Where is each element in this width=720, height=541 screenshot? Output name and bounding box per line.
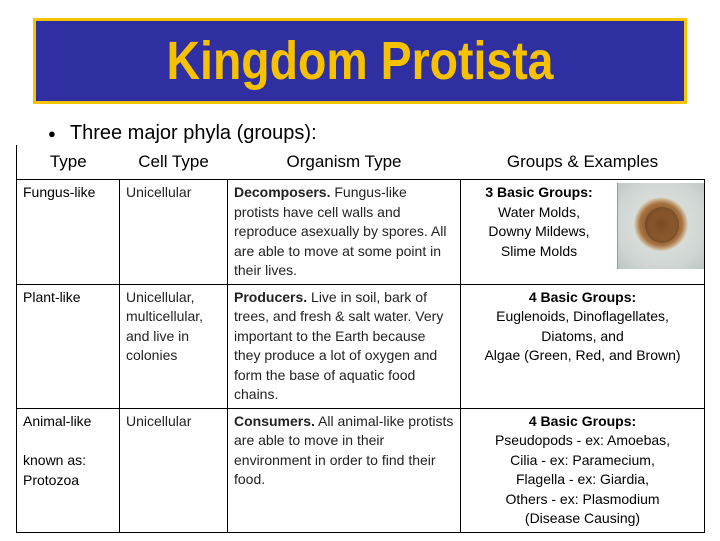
groups-cell (461, 284, 705, 408)
groups-text (465, 183, 613, 269)
groups-title: 4 Basic Groups: (528, 412, 637, 429)
cell-type-cell: Unicellular (120, 180, 228, 285)
title-banner (33, 18, 687, 104)
organism-text: Live in soil, bark of trees, and fresh & salt water. Very important to the Earth because they produce a lot of oxygen and form the base of aquatic food chains. (234, 288, 444, 402)
organism-type-cell (228, 408, 461, 532)
groups-title: 4 Basic Groups: (528, 288, 637, 305)
organism-type-cell (228, 284, 461, 408)
table-row (17, 284, 705, 408)
header-organism-type: Organism Type (228, 145, 461, 180)
header-cell-type: Cell Type (120, 145, 228, 180)
slide-title: Kingdom Protista (166, 31, 554, 91)
protista-table (16, 145, 705, 533)
groups-cell (461, 408, 705, 532)
type-cell (17, 284, 120, 408)
header-type: Type (17, 145, 120, 180)
type-cell (17, 180, 120, 285)
group-line: Slime Molds (500, 242, 578, 259)
groups-cell (461, 180, 705, 285)
header-groups-examples: Groups & Examples (461, 145, 705, 180)
type-label: Animal-like (23, 412, 92, 429)
type-note: known as: Protozoa (23, 452, 87, 488)
group-line: Pseudopods - ex: Amoebas, (494, 432, 671, 448)
bullet-icon: ● (48, 125, 56, 141)
group-line: (Disease Causing) (524, 510, 641, 526)
table-header-row (17, 145, 705, 180)
organism-lead: Decomposers. (234, 184, 331, 200)
organism-type-cell (228, 180, 461, 285)
bullet-text: Three major phyla (groups): (69, 121, 317, 144)
type-label: Fungus-like (23, 184, 96, 200)
group-line: Cilia - ex: Paramecium, (510, 451, 655, 468)
type-label: Plant-like (23, 288, 81, 305)
group-line: Algae (Green, Red, and Brown) (484, 347, 681, 363)
group-line: Euglenoids, Dinoflagellates, (496, 308, 669, 324)
slime-mold-micrograph (617, 183, 704, 269)
organism-text: All animal-like protists are able to move in their environment in order to find their food. (234, 412, 454, 487)
table-row (17, 408, 705, 532)
cell-type-cell: Unicellular, multicellular, and live in colonies (120, 284, 228, 408)
organism-lead: Consumers. (234, 412, 315, 429)
group-line: Downy Mildews, (488, 223, 590, 239)
groups-title: 3 Basic Groups: (485, 184, 593, 200)
group-line: Water Molds, (498, 203, 580, 220)
group-line: Others - ex: Plasmodium (505, 490, 660, 507)
group-line: Flagella - ex: Giardia, (515, 471, 650, 487)
organism-text: Fungus-like protists have cell walls and reproduce asexually by spores. All are able to move at some point in their lives. (234, 184, 447, 278)
type-cell (17, 408, 120, 532)
group-line: Diatoms, and (541, 327, 624, 344)
cell-type-cell: Unicellular (120, 408, 228, 532)
bullet-line (48, 118, 317, 148)
organism-lead: Producers. (234, 288, 308, 305)
groups-wrap (465, 183, 704, 269)
table-row (17, 180, 705, 285)
